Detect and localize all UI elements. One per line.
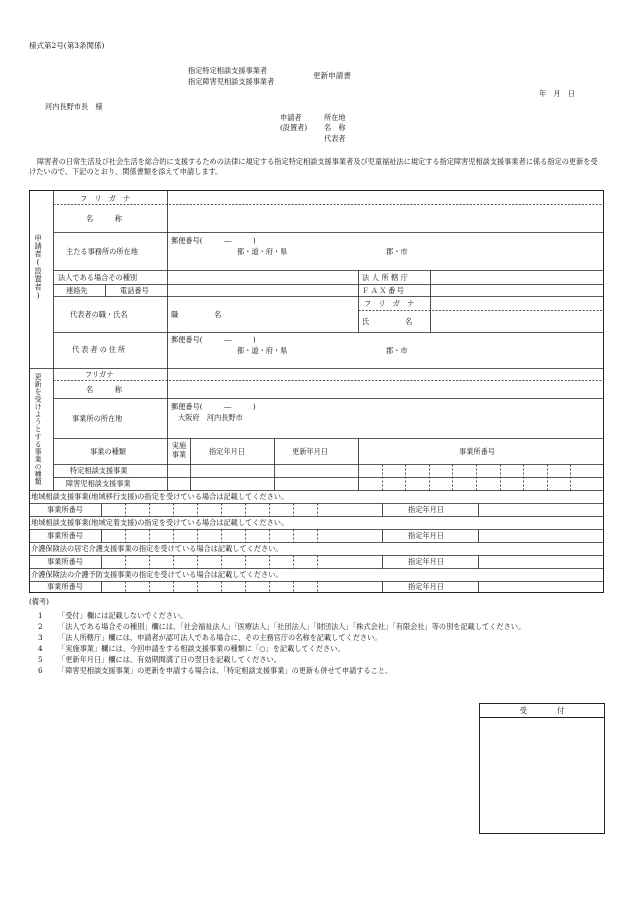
note-item bbox=[36, 633, 606, 644]
rep-furigana-label: フ リ ガ ナ bbox=[364, 299, 415, 308]
biz-furigana-label: フリガナ bbox=[85, 370, 114, 379]
job-title-label: 職 名 bbox=[171, 310, 222, 319]
application-date: 年 月 日 bbox=[539, 89, 575, 98]
phone-label: 電話番号 bbox=[120, 286, 149, 295]
furigana-label: フ リ ガ ナ bbox=[80, 194, 131, 203]
rep-name-label: 氏 名 bbox=[362, 317, 413, 326]
note-text: 「法人である場合その種別」欄には、「社会福祉法人」「医療法人」「社団法人」「財団法人」「株式会社」「有限会社」等の別を記載してください。 bbox=[58, 621, 526, 631]
applicant-name-label: 名 称 bbox=[324, 123, 346, 133]
rep-address-city: 郡・市 bbox=[386, 346, 408, 355]
note-number: 4 bbox=[38, 643, 43, 653]
main-office-prefecture: 都・道・府・県 bbox=[237, 247, 288, 256]
intro-paragraph: 障害者の日常生活及び社会生活を総合的に支援するための法律に規定する指定特定相談支援事業者及び児童福祉法に規定する指定障害児相談支援事業者に係る指定の更新を受けたいので、下記のとおり、関係書類を添えて申請します。 bbox=[29, 157, 598, 176]
form-number: 様式第2号(第3条関係) bbox=[29, 41, 105, 50]
note-text: 「障害児相談支援事業」の更新を申請する場合は、「特定相談支援事業」の更新も併せて申請すること。 bbox=[58, 665, 393, 675]
note-text: 「更新年月日」欄には、有効期間満了日の翌日を記載してください。 bbox=[58, 654, 281, 664]
applicant-label: 申請者 bbox=[280, 113, 302, 122]
section-transition-support: 地域相談支援事業(地域移行支援)の指定を受けている場合は記載してください。 bbox=[31, 492, 289, 501]
note-number: 3 bbox=[38, 632, 43, 642]
establisher-label: (設置者) bbox=[280, 123, 308, 133]
col-implemented: 実施事業 bbox=[171, 441, 187, 459]
transition-designated-date-label: 指定年月日 bbox=[408, 505, 444, 514]
section-settlement-support: 地域相談支援事業(地域定着支援)の指定を受けている場合は記載してください。 bbox=[31, 518, 289, 527]
col-designated-date: 指定年月日 bbox=[209, 447, 245, 456]
settlement-office-number-label: 事業所番号 bbox=[47, 531, 83, 540]
note-item bbox=[36, 666, 606, 677]
rep-address-postal: 郵便番号( ― ) bbox=[171, 335, 256, 344]
note-text: 「実施事業」欄には、今回申請をする相談支援事業の種類に「○」を記載してください。 bbox=[58, 643, 345, 653]
representative-title-label: 代表者の職・氏名 bbox=[70, 310, 128, 319]
care-designated-date-label: 指定年月日 bbox=[408, 557, 444, 566]
settlement-designated-date-label: 指定年月日 bbox=[408, 531, 444, 540]
note-text: 「受付」欄には記載しないでください。 bbox=[58, 611, 188, 620]
applicant-block bbox=[280, 113, 384, 143]
biz-name-label: 名 称 bbox=[86, 385, 122, 394]
authority-label: 法人所轄庁 bbox=[362, 273, 411, 282]
reception-box bbox=[479, 703, 605, 834]
note-number: 2 bbox=[38, 621, 43, 631]
addressee: 河内長野市長 様 bbox=[45, 102, 103, 111]
notes-list bbox=[36, 611, 606, 677]
note-number: 5 bbox=[38, 654, 43, 664]
fax-label: ＦＡＸ番号 bbox=[362, 286, 406, 295]
section-prevention-support: 介護保険法の介護予防支援事業の指定を受けている場合は記載してください。 bbox=[31, 570, 283, 579]
form-title-suffix: 更新申請書 bbox=[313, 71, 351, 80]
care-office-number-label: 事業所番号 bbox=[47, 557, 83, 566]
row-child-consultation: 障害児相談支援事業 bbox=[66, 479, 131, 488]
note-item bbox=[36, 655, 606, 666]
note-item bbox=[36, 622, 606, 633]
reception-heading: 受付 bbox=[480, 704, 604, 718]
section-care-support: 介護保険法の居宅介護支援事業の指定を受けている場合は記載してください。 bbox=[31, 544, 283, 553]
note-text: 「法人所轄庁」欄には、申請者が認可法人である場合に、その主務官庁の名称を記載してください。 bbox=[58, 632, 382, 642]
notes-heading: (備考) bbox=[29, 597, 49, 606]
main-office-city: 郡・市 bbox=[386, 247, 408, 256]
col-business-type: 事業の種類 bbox=[90, 447, 126, 456]
main-office-label: 主たる事務所の所在地 bbox=[66, 247, 138, 256]
rep-address-prefecture: 都・道・府・県 bbox=[237, 346, 288, 355]
col-renewal-date: 更新年月日 bbox=[292, 447, 328, 456]
side-label-business: 更新を受けようとする事業の種類 bbox=[34, 373, 43, 486]
form-title-line2: 指定障害児相談支援事業者 bbox=[188, 77, 275, 86]
side-label-applicant: 申請者(設置者) bbox=[33, 234, 43, 301]
form-title-line1: 指定特定相談支援事業者 bbox=[188, 66, 268, 75]
col-office-number: 事業所番号 bbox=[459, 447, 495, 456]
biz-address: 大阪府 河内長野市 bbox=[178, 413, 243, 422]
corp-type-label: 法人である場合その種別 bbox=[58, 273, 138, 282]
note-item bbox=[36, 644, 606, 655]
main-office-postal: 郵便番号( ― ) bbox=[171, 236, 256, 245]
applicant-representative-label: 代表者 bbox=[324, 133, 346, 143]
applicant-location-label: 所在地 bbox=[324, 113, 346, 122]
prevention-office-number-label: 事業所番号 bbox=[47, 582, 83, 591]
biz-location-label: 事業所の所在地 bbox=[72, 414, 123, 423]
rep-address-label: 代表者の住所 bbox=[72, 345, 128, 354]
transition-office-number-label: 事業所番号 bbox=[47, 505, 83, 514]
name-label: 名 称 bbox=[86, 214, 122, 223]
applicant-spacer bbox=[280, 134, 324, 143]
contact-label: 連絡先 bbox=[66, 286, 88, 295]
note-number: 6 bbox=[38, 665, 43, 675]
note-number: 1 bbox=[38, 611, 43, 620]
biz-postal: 郵便番号( ― ) bbox=[171, 402, 256, 411]
note-item bbox=[36, 611, 606, 622]
row-specific-consultation: 特定相談支援事業 bbox=[70, 466, 128, 475]
prevention-designated-date-label: 指定年月日 bbox=[408, 582, 444, 591]
